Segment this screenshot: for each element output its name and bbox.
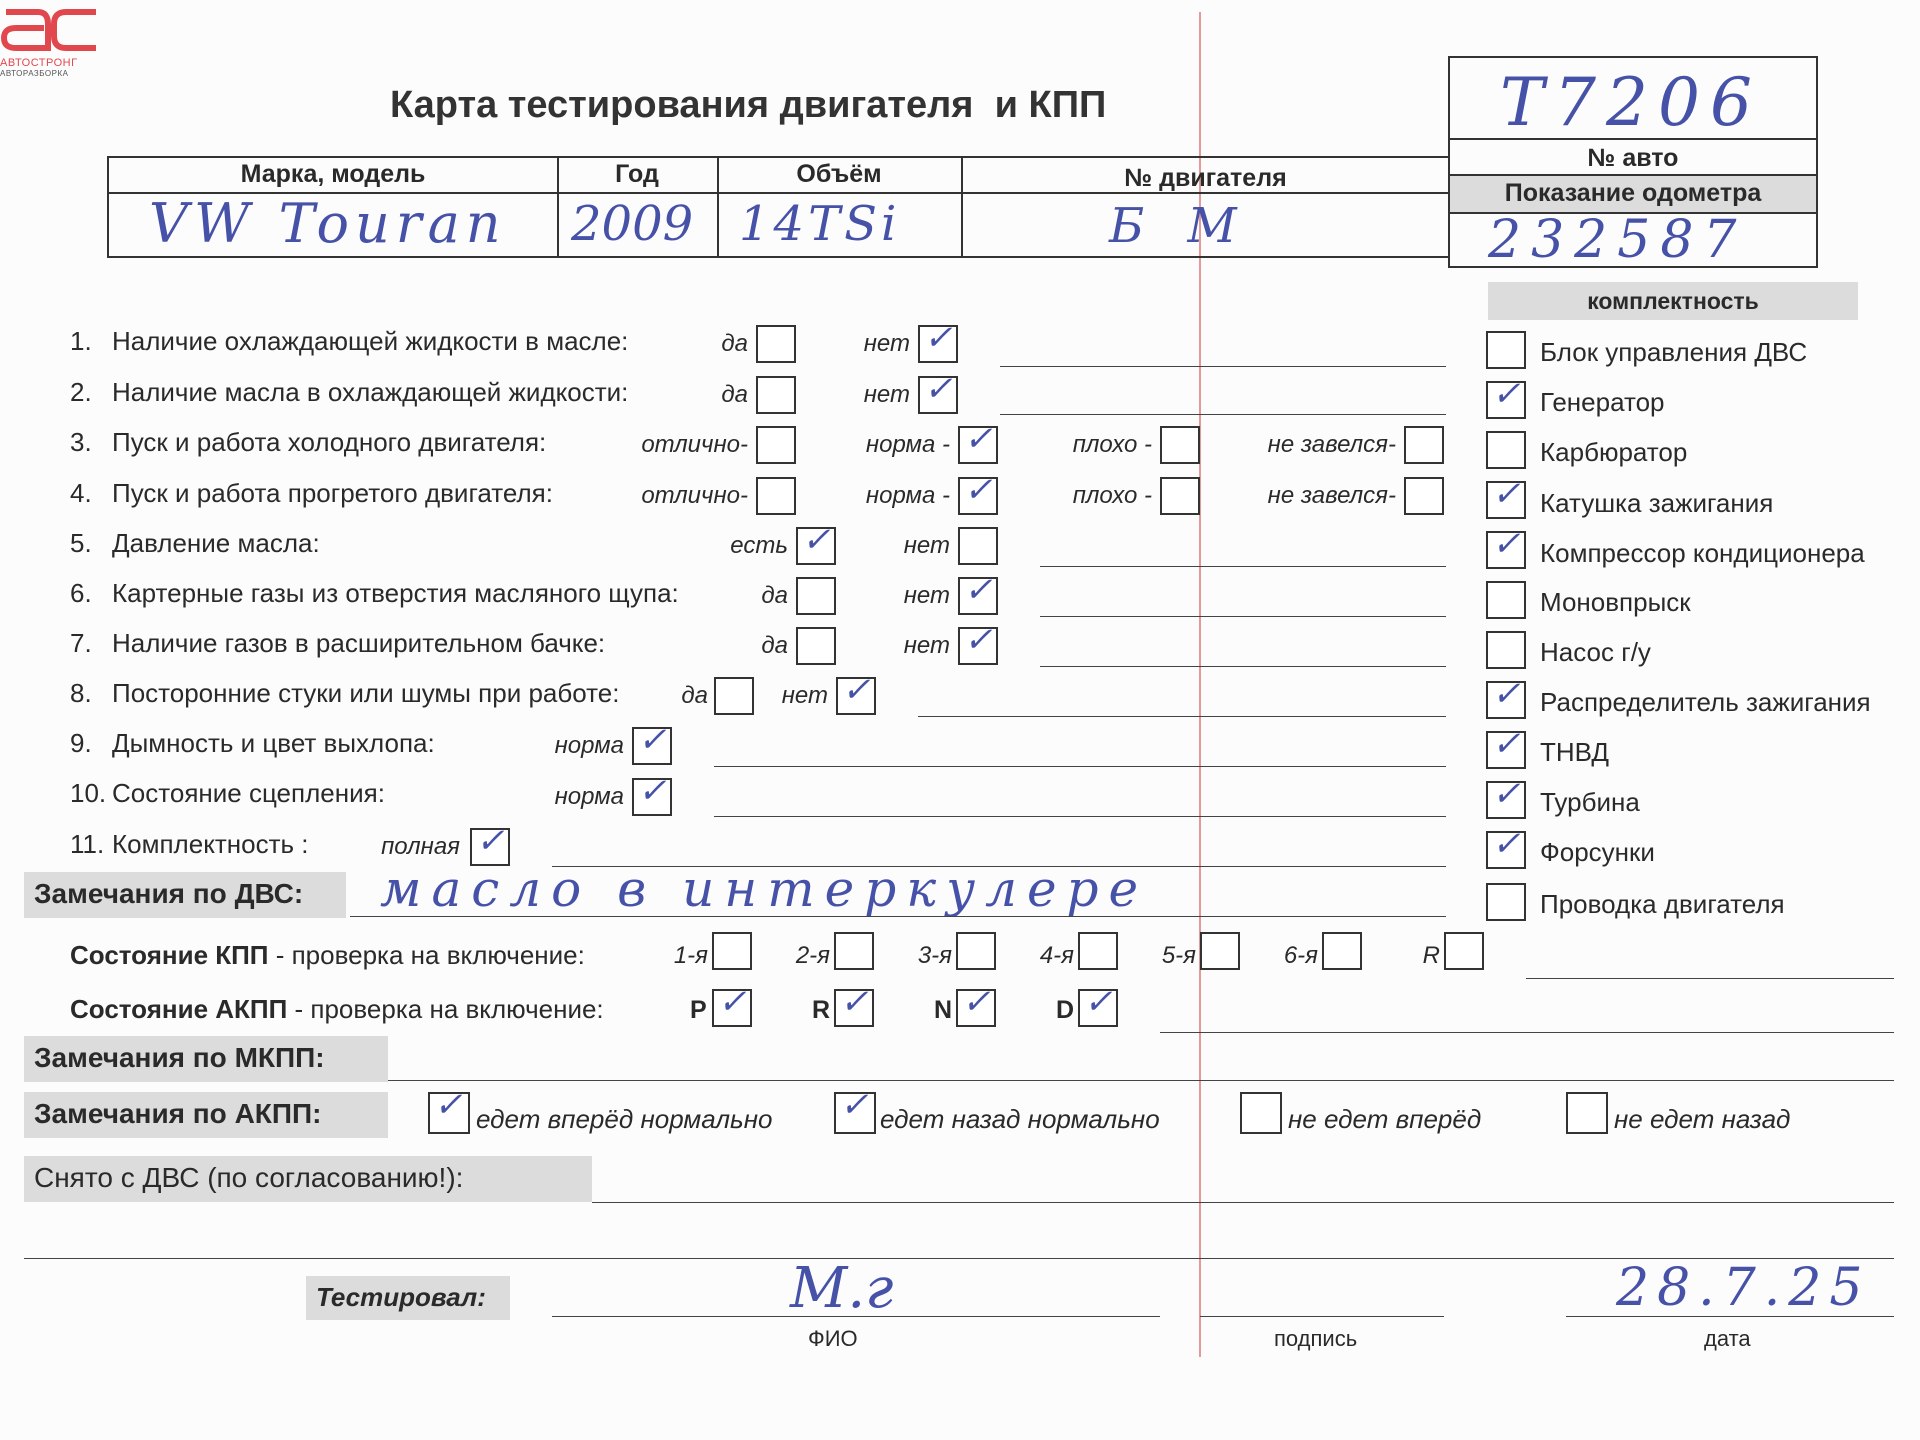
checkbox[interactable] xyxy=(958,419,998,464)
akpp-checkbox[interactable] xyxy=(1566,1092,1608,1134)
option-label: не завелся- xyxy=(1267,431,1396,458)
tester-label: Тестировал: xyxy=(306,1276,510,1320)
auto-gearbox-line xyxy=(1160,1032,1894,1033)
engine-header: № двигателя xyxy=(1124,164,1287,192)
option-label: нет xyxy=(863,330,910,357)
kit-checkbox[interactable] xyxy=(1486,524,1526,569)
akpp-checkbox[interactable] xyxy=(1240,1092,1282,1134)
check-mark-icon: ✓ xyxy=(476,821,505,861)
logo-subtitle: АВТОРАЗБОРКА xyxy=(0,69,69,78)
engine-remarks-label: Замечания по ДВС: xyxy=(24,872,346,918)
checkbox[interactable] xyxy=(632,771,672,816)
checkbox[interactable] xyxy=(714,677,754,715)
manual-gearbox-label-bold: Состояние КПП xyxy=(70,940,269,970)
answer-line xyxy=(714,816,1446,817)
checkbox[interactable] xyxy=(958,470,998,515)
mkpp-remarks-label: Замечания по МКПП: xyxy=(24,1036,388,1082)
check-mark-icon: ✓ xyxy=(638,720,667,760)
check-mark-icon: ✓ xyxy=(924,369,953,409)
option-label: нет xyxy=(781,682,828,709)
auto-number-value: Т7206 xyxy=(1500,64,1762,141)
question-text: Пуск и работа прогретого двигателя: xyxy=(112,478,553,508)
option-label: да xyxy=(761,632,788,659)
question-number: 7. xyxy=(70,628,92,658)
checkbox[interactable] xyxy=(796,520,836,565)
akpp-option-label: едет назад нормально xyxy=(880,1104,1160,1134)
auto-gearbox-label xyxy=(70,994,604,1025)
kit-checkbox[interactable] xyxy=(1486,431,1526,469)
gear-checkbox[interactable] xyxy=(712,932,752,970)
kit-item-label: Генератор xyxy=(1540,387,1665,417)
akpp-checkbox[interactable] xyxy=(834,1085,876,1134)
checkbox[interactable] xyxy=(1160,477,1200,515)
auto-position-label: P xyxy=(690,996,707,1024)
question-number: 4. xyxy=(70,478,92,508)
checkbox[interactable] xyxy=(756,426,796,464)
kit-item-label: Блок управления ДВС xyxy=(1540,337,1808,367)
manual-gearbox-label xyxy=(70,940,585,971)
manual-gearbox-label-rest: - проверка на включение: xyxy=(268,940,585,970)
checkbox[interactable] xyxy=(756,376,796,414)
checkbox[interactable] xyxy=(1404,426,1444,464)
checkbox[interactable] xyxy=(756,325,796,363)
check-mark-icon: ✓ xyxy=(1492,724,1521,764)
kit-item-label: ТНВД xyxy=(1540,737,1610,767)
kit-item-label: Компрессор кондиционера xyxy=(1540,538,1865,568)
engine-value: Б М xyxy=(1109,198,1251,254)
kit-item-label: Форсунки xyxy=(1540,837,1655,867)
mkpp-remarks-line xyxy=(388,1080,1894,1081)
option-label: да xyxy=(721,330,748,357)
tester-name-value: М.г xyxy=(790,1256,894,1321)
akpp-option-label: не едет вперёд xyxy=(1288,1104,1482,1134)
question-text: Давление масла: xyxy=(112,528,320,558)
question-text: Наличие газов в расширительном бачке: xyxy=(112,628,606,658)
auto-position-checkbox[interactable] xyxy=(712,982,752,1027)
option-label: нет xyxy=(903,582,950,609)
kit-checkbox[interactable] xyxy=(1486,474,1526,519)
checkbox[interactable] xyxy=(958,620,998,665)
question-text: Состояние сцепления: xyxy=(112,778,385,808)
check-mark-icon: ✓ xyxy=(964,620,993,660)
question-number: 10. xyxy=(70,778,107,808)
auto-gearbox-label-bold: Состояние АКПП xyxy=(70,994,288,1024)
akpp-remarks-label: Замечания по АКПП: xyxy=(24,1092,388,1138)
option-label: норма xyxy=(554,732,624,759)
check-mark-icon: ✓ xyxy=(840,982,869,1022)
kit-checkbox[interactable] xyxy=(1486,674,1526,719)
kit-checkbox[interactable] xyxy=(1486,883,1526,921)
kit-checkbox[interactable] xyxy=(1486,724,1526,769)
odometer-value: 232587 xyxy=(1488,210,1747,270)
check-mark-icon: ✓ xyxy=(1492,774,1521,814)
engine-remarks-line xyxy=(350,916,1446,917)
checkbox[interactable] xyxy=(756,477,796,515)
volume-value: 14TSi xyxy=(739,196,901,252)
check-mark-icon: ✓ xyxy=(802,520,831,560)
sign-caption: подпись xyxy=(1274,1326,1358,1351)
option-label: норма - xyxy=(865,482,950,509)
option-label: есть xyxy=(730,532,788,559)
logo-mark-icon xyxy=(0,0,100,54)
check-mark-icon: ✓ xyxy=(964,470,993,510)
question-text: Наличие масла в охлаждающей жидкости: xyxy=(112,377,629,407)
company-logo xyxy=(0,0,110,80)
kit-title: комплектность xyxy=(1488,282,1858,320)
gear-label: 1-я xyxy=(673,942,708,969)
option-label: норма - xyxy=(865,431,950,458)
question-text: Картерные газы из отверстия масляного щупа: xyxy=(112,578,679,608)
gear-label: 3-я xyxy=(917,942,952,969)
checkbox[interactable] xyxy=(918,318,958,363)
checkbox[interactable] xyxy=(1404,477,1444,515)
date-caption: дата xyxy=(1704,1326,1751,1351)
check-mark-icon: ✓ xyxy=(718,982,747,1022)
gear-label: 2-я xyxy=(795,942,830,969)
kit-item-label: Моновпрыск xyxy=(1540,587,1691,617)
question-number: 3. xyxy=(70,427,92,457)
option-label: отлично- xyxy=(641,431,748,458)
kit-item-label: Турбина xyxy=(1540,787,1640,817)
answer-line xyxy=(714,766,1446,767)
auto-position-checkbox[interactable] xyxy=(956,982,996,1027)
checkbox[interactable] xyxy=(796,577,836,615)
removed-line-2 xyxy=(24,1258,1894,1259)
option-label: не завелся- xyxy=(1267,482,1396,509)
kit-checkbox[interactable] xyxy=(1486,774,1526,819)
question-number: 8. xyxy=(70,678,92,708)
check-mark-icon: ✓ xyxy=(1492,824,1521,864)
question-text: Пуск и работа холодного двигателя: xyxy=(112,427,547,457)
kit-item-label: Карбюратор xyxy=(1540,437,1688,467)
question-text: Наличие охлаждающей жидкости в масле: xyxy=(112,326,629,356)
answer-line xyxy=(918,716,1446,717)
kit-item-label: Насос г/у xyxy=(1540,637,1651,667)
checkbox[interactable] xyxy=(632,720,672,765)
gear-checkbox[interactable] xyxy=(956,932,996,970)
option-label: норма xyxy=(554,783,624,810)
gear-checkbox[interactable] xyxy=(1200,932,1240,970)
date-line xyxy=(1566,1316,1894,1317)
volume-header: Объём xyxy=(796,160,882,188)
question-text: Посторонние стуки или шумы при работе: xyxy=(112,678,620,708)
question-number: 5. xyxy=(70,528,92,558)
option-label: нет xyxy=(903,632,950,659)
gear-checkbox[interactable] xyxy=(1078,932,1118,970)
check-mark-icon: ✓ xyxy=(434,1085,463,1125)
check-mark-icon: ✓ xyxy=(964,419,993,459)
checkbox[interactable] xyxy=(1160,426,1200,464)
answer-line xyxy=(1040,566,1446,567)
kit-item-label: Распределитель зажигания xyxy=(1540,687,1871,717)
auto-gearbox-label-rest: - проверка на включение: xyxy=(287,994,604,1024)
option-label: отлично- xyxy=(641,482,748,509)
gear-label: R xyxy=(1422,942,1440,969)
check-mark-icon: ✓ xyxy=(1492,674,1521,714)
checkbox[interactable] xyxy=(958,570,998,615)
check-mark-icon: ✓ xyxy=(1492,374,1521,414)
question-number: 2. xyxy=(70,377,92,407)
checkbox[interactable] xyxy=(918,369,958,414)
option-label: да xyxy=(721,381,748,408)
option-label: да xyxy=(761,582,788,609)
page-title: Карта тестирования двигателя и КПП xyxy=(390,84,1107,126)
check-mark-icon: ✓ xyxy=(1084,982,1113,1022)
option-label: плохо - xyxy=(1072,482,1152,509)
fio-caption: ФИО xyxy=(808,1326,858,1351)
answer-line xyxy=(1040,666,1446,667)
question-number: 9. xyxy=(70,728,92,758)
auto-position-checkbox[interactable] xyxy=(834,982,874,1027)
auto-position-label: D xyxy=(1056,996,1075,1024)
odometer-label: Показание одометра xyxy=(1450,174,1816,214)
auto-position-label: N xyxy=(934,996,953,1024)
option-label: плохо - xyxy=(1072,431,1152,458)
question-number: 6. xyxy=(70,578,92,608)
gear-checkbox[interactable] xyxy=(1322,932,1362,970)
gear-label: 5-я xyxy=(1161,942,1196,969)
sign-line xyxy=(1200,1316,1444,1317)
kit-checkbox[interactable] xyxy=(1486,581,1526,619)
kit-item-label: Катушка зажигания xyxy=(1540,488,1774,518)
akpp-option-label: едет вперёд нормально xyxy=(476,1104,773,1134)
car-info-table xyxy=(107,156,1448,258)
question-number: 11. xyxy=(70,829,105,859)
option-label: да xyxy=(681,682,708,709)
gear-checkbox[interactable] xyxy=(834,932,874,970)
check-mark-icon: ✓ xyxy=(638,771,667,811)
date-value: 28.7.25 xyxy=(1616,1258,1871,1318)
year-header: Год xyxy=(615,160,659,188)
question-number: 1. xyxy=(70,326,92,356)
gear-label: 6-я xyxy=(1283,942,1318,969)
auto-number-label: № авто xyxy=(1450,138,1816,176)
brand-header: Марка, модель xyxy=(240,160,426,188)
check-mark-icon: ✓ xyxy=(1492,474,1521,514)
brand-value: VW Touran xyxy=(149,192,507,255)
manual-gearbox-line xyxy=(1526,978,1894,979)
logo-name: АВТОСТРОНГ xyxy=(0,57,78,69)
check-mark-icon: ✓ xyxy=(924,318,953,358)
check-mark-icon: ✓ xyxy=(840,1085,869,1125)
kit-checkbox[interactable] xyxy=(1486,374,1526,419)
checkbox[interactable] xyxy=(836,670,876,715)
option-label: нет xyxy=(903,532,950,559)
auto-position-checkbox[interactable] xyxy=(1078,982,1118,1027)
option-label: полная xyxy=(381,833,460,860)
question-text: Комплектность : xyxy=(112,829,309,859)
kit-checkbox[interactable] xyxy=(1486,824,1526,869)
akpp-checkbox[interactable] xyxy=(428,1085,470,1134)
removed-label: Снято с ДВС (по согласованию!): xyxy=(24,1156,592,1202)
check-mark-icon: ✓ xyxy=(1492,524,1521,564)
kit-checkbox[interactable] xyxy=(1486,631,1526,669)
check-mark-icon: ✓ xyxy=(964,570,993,610)
kit-item-label: Проводка двигателя xyxy=(1540,889,1785,919)
answer-line xyxy=(1000,366,1446,367)
removed-line xyxy=(592,1202,1894,1203)
question-text: Дымность и цвет выхлопа: xyxy=(112,728,435,758)
check-mark-icon: ✓ xyxy=(842,670,871,710)
kit-checkbox[interactable] xyxy=(1486,331,1526,369)
auto-number-box xyxy=(1448,56,1818,268)
check-mark-icon: ✓ xyxy=(962,982,991,1022)
auto-position-label: R xyxy=(812,996,831,1024)
gear-checkbox[interactable] xyxy=(1444,932,1484,970)
engine-remarks-value: масло в интеркулере xyxy=(380,860,1149,918)
checkbox[interactable] xyxy=(796,627,836,665)
answer-line xyxy=(1000,414,1446,415)
fio-line xyxy=(552,1316,1160,1317)
year-value: 2009 xyxy=(571,196,694,252)
checkbox[interactable] xyxy=(958,527,998,565)
gear-label: 4-я xyxy=(1039,942,1074,969)
option-label: нет xyxy=(863,381,910,408)
answer-line xyxy=(1040,616,1446,617)
akpp-option-label: не едет назад xyxy=(1614,1104,1791,1134)
